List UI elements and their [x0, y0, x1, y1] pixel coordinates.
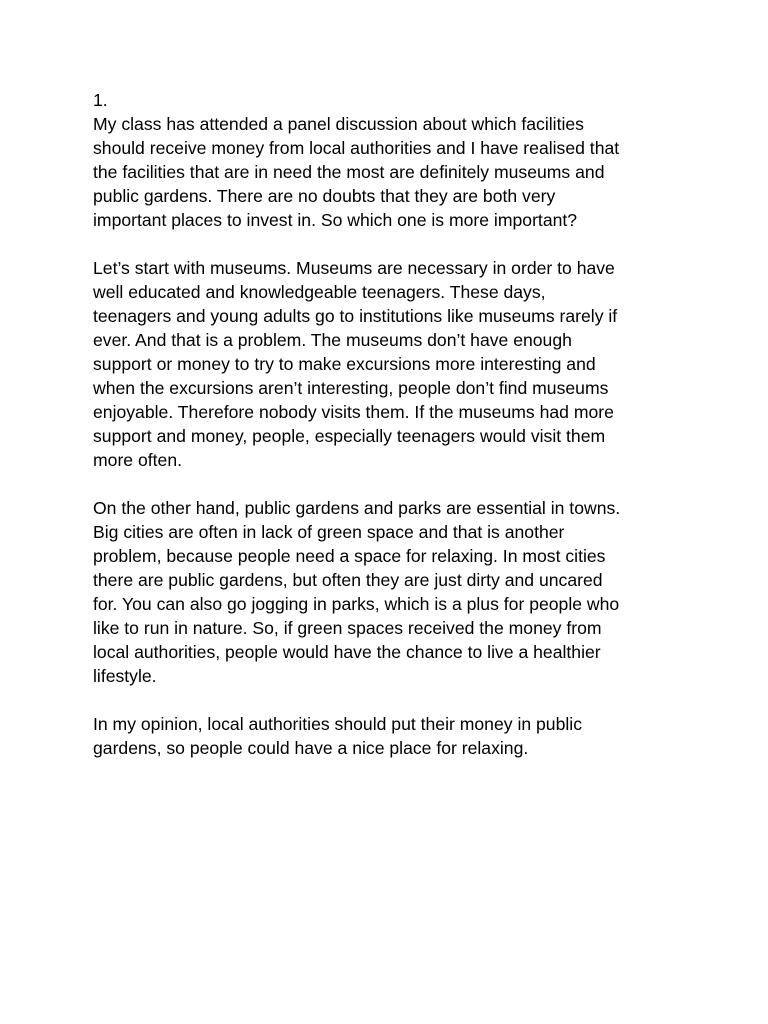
paragraph-introduction	[93, 112, 678, 232]
paragraph-line: important places to invest in. So which one is more important?	[93, 210, 578, 230]
paragraph-line: Big cities are often in lack of green space and that is another	[93, 522, 565, 542]
paragraph-line: there are public gardens, but often they are just dirty and uncared	[93, 570, 603, 590]
paragraph-line: the facilities that are in need the most are definitely museums and	[93, 162, 605, 182]
paragraph-line: gardens, so people could have a nice place for relaxing.	[93, 738, 529, 758]
paragraph-line: should receive money from local authorities and I have realised that	[93, 138, 620, 158]
paragraph-line: more often.	[93, 450, 182, 470]
paragraph-line: like to run in nature. So, if green spaces received the money from	[93, 618, 602, 638]
paragraph-line: support or money to try to make excursions more interesting and	[93, 354, 596, 374]
paragraph-line: lifestyle.	[93, 666, 157, 686]
paragraph-conclusion	[93, 712, 678, 760]
paragraph-line: support and money, people, especially teenagers would visit them	[93, 426, 606, 446]
paragraph-line: On the other hand, public gardens and parks are essential in towns.	[93, 498, 621, 518]
paragraph-line: My class has attended a panel discussion about which facilities	[93, 114, 584, 134]
paragraph-public-gardens	[93, 496, 678, 688]
paragraph-line: teenagers and young adults go to institutions like museums rarely if	[93, 306, 618, 326]
paragraph-line: public gardens. There are no doubts that they are both very	[93, 186, 556, 206]
paragraph-line: well educated and knowledgeable teenagers. These days,	[93, 282, 546, 302]
paragraph-line: problem, because people need a space for relaxing. In most cities	[93, 546, 606, 566]
paragraph-line: enjoyable. Therefore nobody visits them. If the museums had more	[93, 402, 614, 422]
paragraph-line: Let’s start with museums. Museums are necessary in order to have	[93, 258, 615, 278]
paragraph-line: ever. And that is a problem. The museums don’t have enough	[93, 330, 572, 350]
paragraph-line: when the excursions aren’t interesting, people don’t find museums	[93, 378, 609, 398]
paragraph-museums	[93, 256, 678, 472]
paragraph-line: local authorities, people would have the chance to live a healthier	[93, 642, 601, 662]
essay-number: 1.	[93, 90, 108, 110]
paragraph-line: for. You can also go jogging in parks, which is a plus for people who	[93, 594, 620, 614]
paragraph-line: In my opinion, local authorities should put their money in public	[93, 714, 582, 734]
